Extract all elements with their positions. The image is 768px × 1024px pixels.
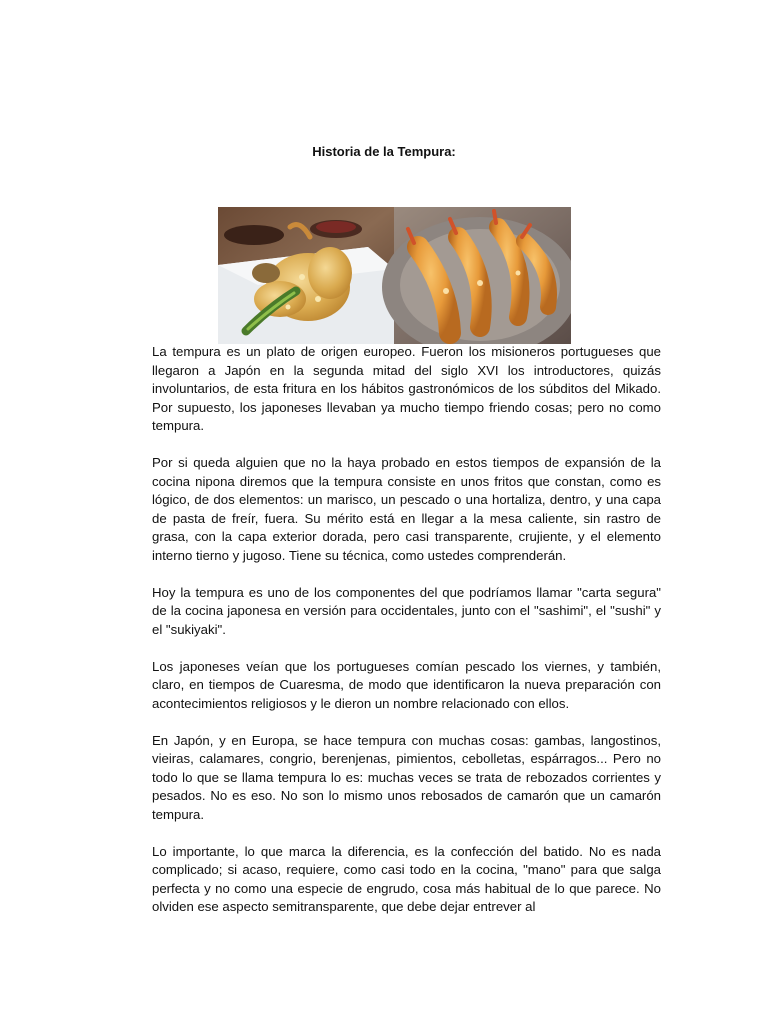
photo-strip xyxy=(218,207,571,344)
page-title: Historia de la Tempura: xyxy=(312,144,456,159)
paragraph: Los japoneses veían que los portugueses comían pescado los viernes, y también, claro, en tiempos de Cuaresma, de modo que identificaron la nueva preparación con acontecimientos religiosos y le dieron un nombre relacionado con ellos. xyxy=(152,658,661,711)
fried-shrimp-photo xyxy=(382,207,571,344)
paragraph: Hoy la tempura es uno de los componentes del que podríamos llamar "carta segura" de la cocina japonesa en versión para occidentales, junto con el "sashimi", el "sushi" y el "sukiyaki". xyxy=(152,584,661,637)
paragraph: La tempura es un plato de origen europeo. Fueron los misioneros portugueses que llegaron a Japón en la segunda mitad del siglo XVI los introductores, quizás involuntarios, de esta fritura en los hábitos gastronómicos de los súbditos del Mikado. Por supuesto, los japoneses llevaban ya mucho tiempo friendo cosas; pero no como tempura. xyxy=(152,344,661,433)
paragraph: Por si queda alguien que no la haya probado en estos tiempos de expansión de la cocina nipona diremos que la tempura consiste en unos fritos que constan, como es lógico, de dos elementos: un marisco, un pescado o una hortaliza, dentro, y una capa de pasta de freír, fuera. Su mérito está en llegar a la mesa caliente, sin rastro de grasa, con la capa exterior dorada, pero casi transparente, crujiente, y el elemento interno tierno y jugoso. Tiene su técnica, como ustedes comprenderán. xyxy=(152,455,661,563)
paragraph: En Japón, y en Europa, se hace tempura con muchas cosas: gambas, langostinos, vieiras, calamares, congrio, berenjenas, pimientos, cebolletas, espárragos... Pero no todo lo que se llama tempura lo es: muchas veces se trata de rebozados corrientes y pesados. No es eso. No son lo mismo unos rebosados de camarón que un camarón tempura. xyxy=(152,732,661,822)
tempura-plate-photo xyxy=(218,207,394,344)
paragraph: Lo importante, lo que marca la diferencia, es la confección del batido. No es nada complicado; si acaso, requiere, como casi todo en la cocina, "mano" para que salga perfecta y no como una especie de engrudo, cosa más habitual de lo que parece. No olviden ese aspecto semitransparente, que debe dejar entrever al xyxy=(152,843,661,914)
article-body xyxy=(152,343,661,935)
